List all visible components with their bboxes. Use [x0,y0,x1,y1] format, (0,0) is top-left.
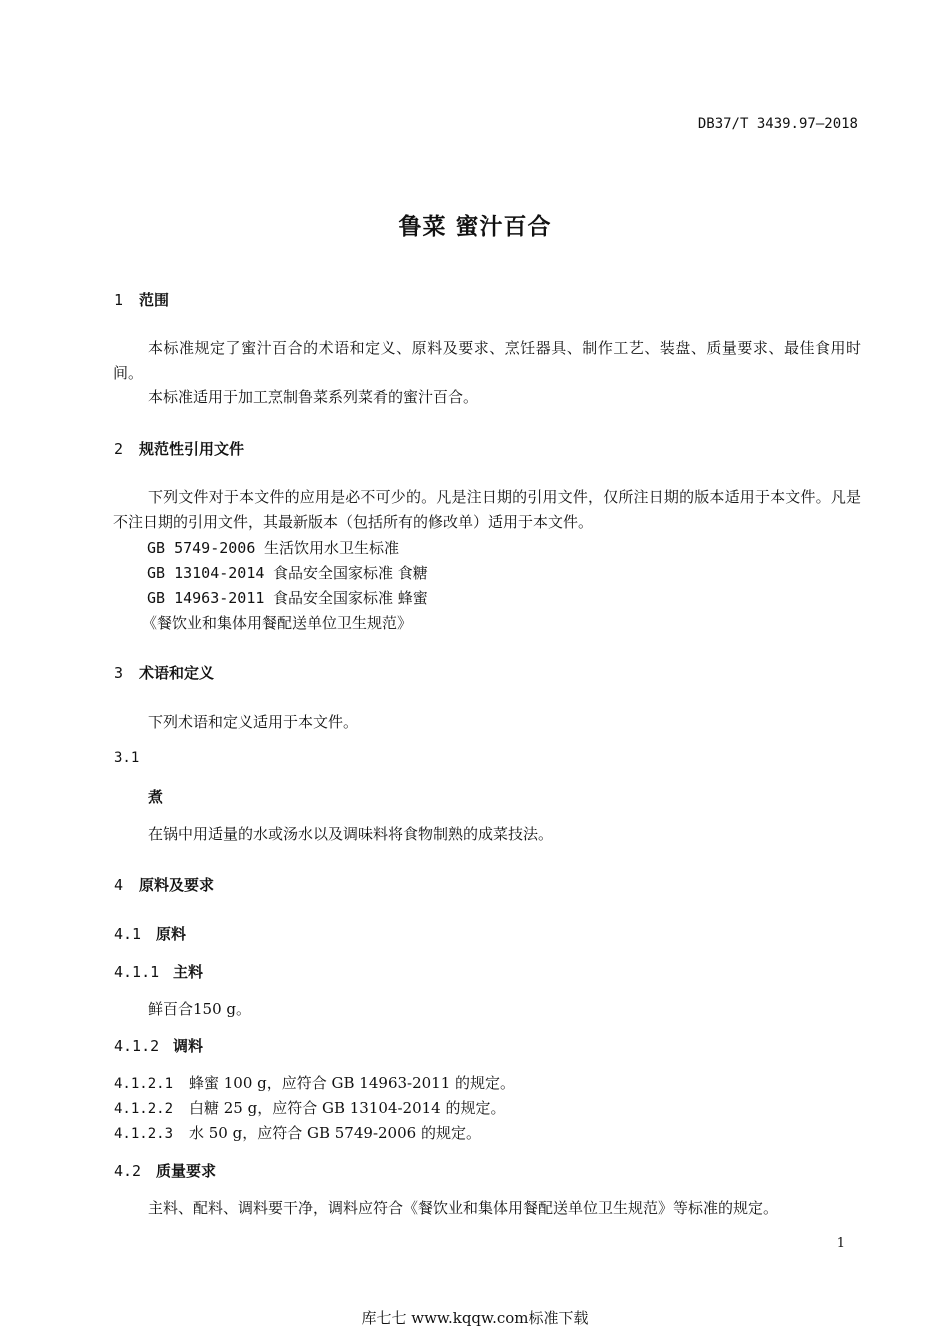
section-number: 4.1 [114,925,142,943]
reference-name: 生活饮用水卫生标准 [264,539,400,557]
section-number: 4.2 [114,1162,142,1180]
item-text: 水 50 g，应符合 GB 5749-2006 的规定。 [189,1124,481,1142]
reference-code: GB 5749-2006 [147,539,256,557]
document-number: DB37/T 3439.97—2018 [697,116,858,132]
section-title: 术语和定义 [139,664,215,682]
section-number: 4.1.1 [114,963,160,981]
section-3-heading [114,662,214,683]
subsection-4-1-heading [114,923,186,944]
page-title: 鲁菜 蜜汁百合 [398,214,552,240]
normative-reference [147,562,428,583]
section-1-paragraph-2: 本标准适用于加工烹制鲁菜系列菜肴的蜜汁百合。 [148,388,479,406]
section-title: 质量要求 [156,1162,217,1180]
reference-code: GB 13104-2014 [147,564,265,582]
section-title: 调料 [173,1037,204,1055]
section-title: 主料 [173,963,204,981]
section-title: 原料及要求 [139,876,215,894]
quality-requirement-text: 主料、配料、调料要干净，调料应符合《餐饮业和集体用餐配送单位卫生规范》等标准的规定。 [148,1199,779,1217]
section-number: 4.1.2 [114,1037,160,1055]
section-title: 范围 [139,291,170,309]
section-number: 2 [114,440,124,458]
normative-reference: 《餐饮业和集体用餐配送单位卫生规范》 [142,614,413,632]
section-1-paragraph-1: 本标准规定了蜜汁百合的术语和定义、原料及要求、烹饪器具、制作工艺、装盘、质量要求、最佳食用时间。 [113,339,861,382]
term-number: 3.1 [114,750,140,766]
subsection-4-1-1-heading [114,961,203,982]
section-title: 规范性引用文件 [139,440,245,458]
footer-watermark: 库七七 www.kqqw.com标准下载 [361,1309,589,1327]
item-number: 4.1.2.1 [114,1076,174,1092]
item-text: 白糖 25 g，应符合 GB 13104-2014 的规定。 [189,1099,506,1117]
term-definition: 在锅中用适量的水或汤水以及调味料将食物制熟的成菜技法。 [148,825,554,843]
section-title: 原料 [156,925,187,943]
reference-code: GB 14963-2011 [147,589,265,607]
main-ingredient-text: 鲜百合150 g。 [148,1000,252,1018]
reference-name: 食品安全国家标准 蜂蜜 [273,589,428,607]
section-2-heading [114,438,244,459]
subsection-4-2-heading [114,1160,216,1181]
item-number: 4.1.2.3 [114,1126,174,1142]
section-4-heading [114,874,214,895]
normative-reference [147,587,428,608]
seasoning-item [114,1072,515,1093]
seasoning-item [114,1122,481,1143]
section-3-paragraph-1: 下列术语和定义适用于本文件。 [148,713,359,731]
item-number: 4.1.2.2 [114,1101,174,1117]
subsection-4-1-2-heading [114,1035,203,1056]
term: 煮 [148,788,164,806]
reference-name: 食品安全国家标准 食糖 [273,564,428,582]
item-text: 蜂蜜 100 g，应符合 GB 14963-2011 的规定。 [189,1074,516,1092]
seasoning-item [114,1097,506,1118]
section-1-heading [114,289,169,310]
normative-reference [147,537,399,558]
section-number: 1 [114,291,124,309]
page-number: 1 [836,1236,845,1251]
section-2-paragraph-1: 下列文件对于本文件的应用是必不可少的。凡是注日期的引用文件，仅所注日期的版本适用于本文件。凡是不注日期的引用文件，其最新版本（包括所有的修改单）适用于本文件。 [113,488,861,531]
section-number: 4 [114,876,124,894]
section-number: 3 [114,664,124,682]
